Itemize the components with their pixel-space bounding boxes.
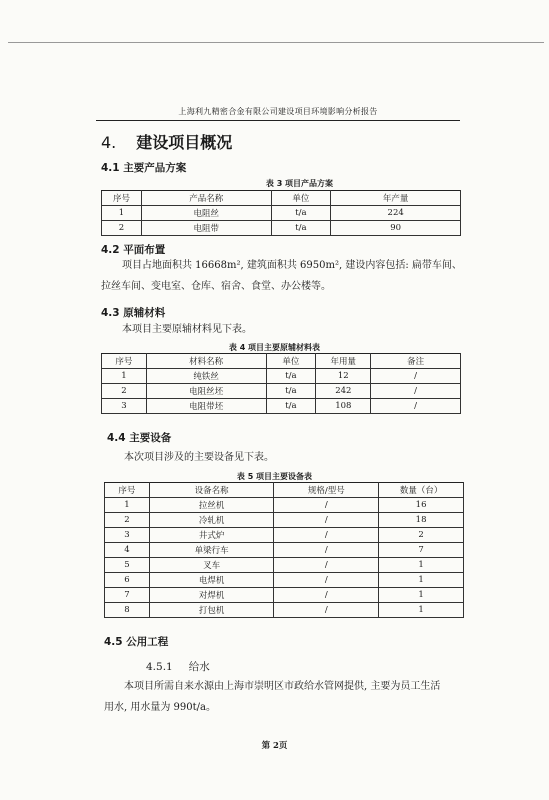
table-cell: 1 — [379, 603, 464, 618]
table-cell: 90 — [331, 221, 461, 236]
column-header: 数量（台） — [379, 483, 464, 498]
chapter-title-text: 建设项目概况 — [136, 133, 233, 152]
table-cell: 电焊机 — [149, 573, 274, 588]
table-row — [105, 513, 464, 528]
table-header-row — [102, 354, 461, 369]
table-cell: / — [371, 369, 461, 384]
table-cell: / — [274, 528, 379, 543]
section-4-5-1-number: 4.5.1 — [146, 661, 173, 673]
section-4-5-1-title — [146, 659, 210, 674]
table-cell: t/a — [266, 384, 316, 399]
table-cell: / — [274, 588, 379, 603]
table-cell: 3 — [102, 399, 147, 414]
column-header: 规格/型号 — [274, 483, 379, 498]
table-cell: 12 — [316, 369, 371, 384]
table-cell: / — [371, 384, 461, 399]
chapter-title — [101, 130, 232, 153]
chapter-number: 4. — [101, 133, 117, 152]
water-paragraph-line2: 用水, 用水量为 990t/a。 — [104, 702, 216, 713]
table3 — [101, 190, 461, 236]
equipment-intro: 本次项目涉及的主要设备见下表。 — [124, 452, 274, 463]
layout-paragraph-line2: 拉丝车间、变电室、仓库、宿舍、食堂、办公楼等。 — [101, 281, 331, 292]
table3-caption: 表 3 项目产品方案 — [265, 179, 334, 188]
table-row — [105, 543, 464, 558]
table-cell: t/a — [271, 221, 331, 236]
table-cell: 单梁行车 — [149, 543, 274, 558]
table-cell: 对焊机 — [149, 588, 274, 603]
table-cell: / — [274, 603, 379, 618]
column-header: 设备名称 — [149, 483, 274, 498]
table-cell: t/a — [266, 369, 316, 384]
table-cell: 拉丝机 — [149, 498, 274, 513]
table-cell: 3 — [105, 528, 150, 543]
table-cell: / — [274, 558, 379, 573]
table-cell: 2 — [379, 528, 464, 543]
table-cell: 2 — [102, 384, 147, 399]
column-header: 序号 — [102, 191, 142, 206]
table-cell: 4 — [105, 543, 150, 558]
table-cell: 5 — [105, 558, 150, 573]
column-header: 序号 — [105, 483, 150, 498]
table-row — [102, 369, 461, 384]
section-4-3-title: 4.3 原辅材料 — [101, 307, 166, 319]
table-row — [102, 221, 461, 236]
column-header: 单位 — [266, 354, 316, 369]
table-cell: 纯铁丝 — [146, 369, 266, 384]
table-cell: 108 — [316, 399, 371, 414]
materials-intro: 本项目主要原辅材料见下表。 — [122, 324, 252, 335]
table-cell: 电阻带坯 — [146, 399, 266, 414]
table-cell: 电阻丝 — [141, 206, 271, 221]
table-row — [105, 498, 464, 513]
table-cell: 224 — [331, 206, 461, 221]
section-4-4-title: 4.4 主要设备 — [107, 432, 172, 444]
table-cell: 242 — [316, 384, 371, 399]
table-cell: / — [274, 513, 379, 528]
table-cell: 电阻带 — [141, 221, 271, 236]
table-cell: 8 — [105, 603, 150, 618]
table-cell: 叉车 — [149, 558, 274, 573]
table-cell: 打包机 — [149, 603, 274, 618]
table-row — [105, 588, 464, 603]
column-header: 备注 — [371, 354, 461, 369]
section-4-2-title: 4.2 平面布置 — [101, 244, 166, 256]
table-cell: 电阻丝坯 — [146, 384, 266, 399]
table-cell: 1 — [379, 573, 464, 588]
table-cell: t/a — [271, 206, 331, 221]
table-row — [102, 206, 461, 221]
table4 — [101, 353, 461, 414]
table4-caption: 表 4 项目主要原辅材料表 — [228, 343, 321, 352]
table-row — [105, 573, 464, 588]
table-cell: 1 — [102, 206, 142, 221]
section-4-1-title: 4.1 主要产品方案 — [101, 162, 187, 174]
table5-caption: 表 5 项目主要设备表 — [236, 472, 313, 481]
table-cell: / — [274, 498, 379, 513]
column-header: 产品名称 — [141, 191, 271, 206]
table5 — [104, 482, 464, 618]
table-cell: 2 — [102, 221, 142, 236]
table-row — [105, 603, 464, 618]
table-cell: / — [274, 573, 379, 588]
table-header-row — [105, 483, 464, 498]
column-header: 材料名称 — [146, 354, 266, 369]
table-cell: 6 — [105, 573, 150, 588]
water-paragraph-line1: 本项目所需自来水源由上海市崇明区市政给水管网提供, 主要为员工生活 — [124, 681, 441, 692]
table-cell: 1 — [379, 558, 464, 573]
table-row — [105, 528, 464, 543]
section-4-5-title: 4.5 公用工程 — [104, 636, 169, 648]
layout-paragraph-line1: 项目占地面积共 16668m², 建筑面积共 6950m², 建设内容包括: 扁带车间、 — [122, 260, 462, 271]
table-cell: 2 — [105, 513, 150, 528]
table-cell: / — [371, 399, 461, 414]
table-header-row — [102, 191, 461, 206]
scan-edge-line — [8, 42, 544, 43]
table-cell: 冷轧机 — [149, 513, 274, 528]
column-header: 年用量 — [316, 354, 371, 369]
table-cell: 7 — [105, 588, 150, 603]
column-header: 序号 — [102, 354, 147, 369]
table-cell: 7 — [379, 543, 464, 558]
column-header: 单位 — [271, 191, 331, 206]
table-cell: 1 — [379, 588, 464, 603]
table-cell: 16 — [379, 498, 464, 513]
table-cell: 1 — [105, 498, 150, 513]
table-cell: 1 — [102, 369, 147, 384]
table-cell: / — [274, 543, 379, 558]
page-number: 第 2页 — [261, 741, 288, 751]
table-cell: 井式炉 — [149, 528, 274, 543]
column-header: 年产量 — [331, 191, 461, 206]
table-row — [102, 384, 461, 399]
table-row — [105, 558, 464, 573]
table-cell: 18 — [379, 513, 464, 528]
report-header: 上海利九精密合金有限公司建设项目环境影响分析报告 — [96, 106, 460, 121]
section-4-5-1-text: 给水 — [188, 661, 210, 673]
table-row — [102, 399, 461, 414]
table-cell: t/a — [266, 399, 316, 414]
